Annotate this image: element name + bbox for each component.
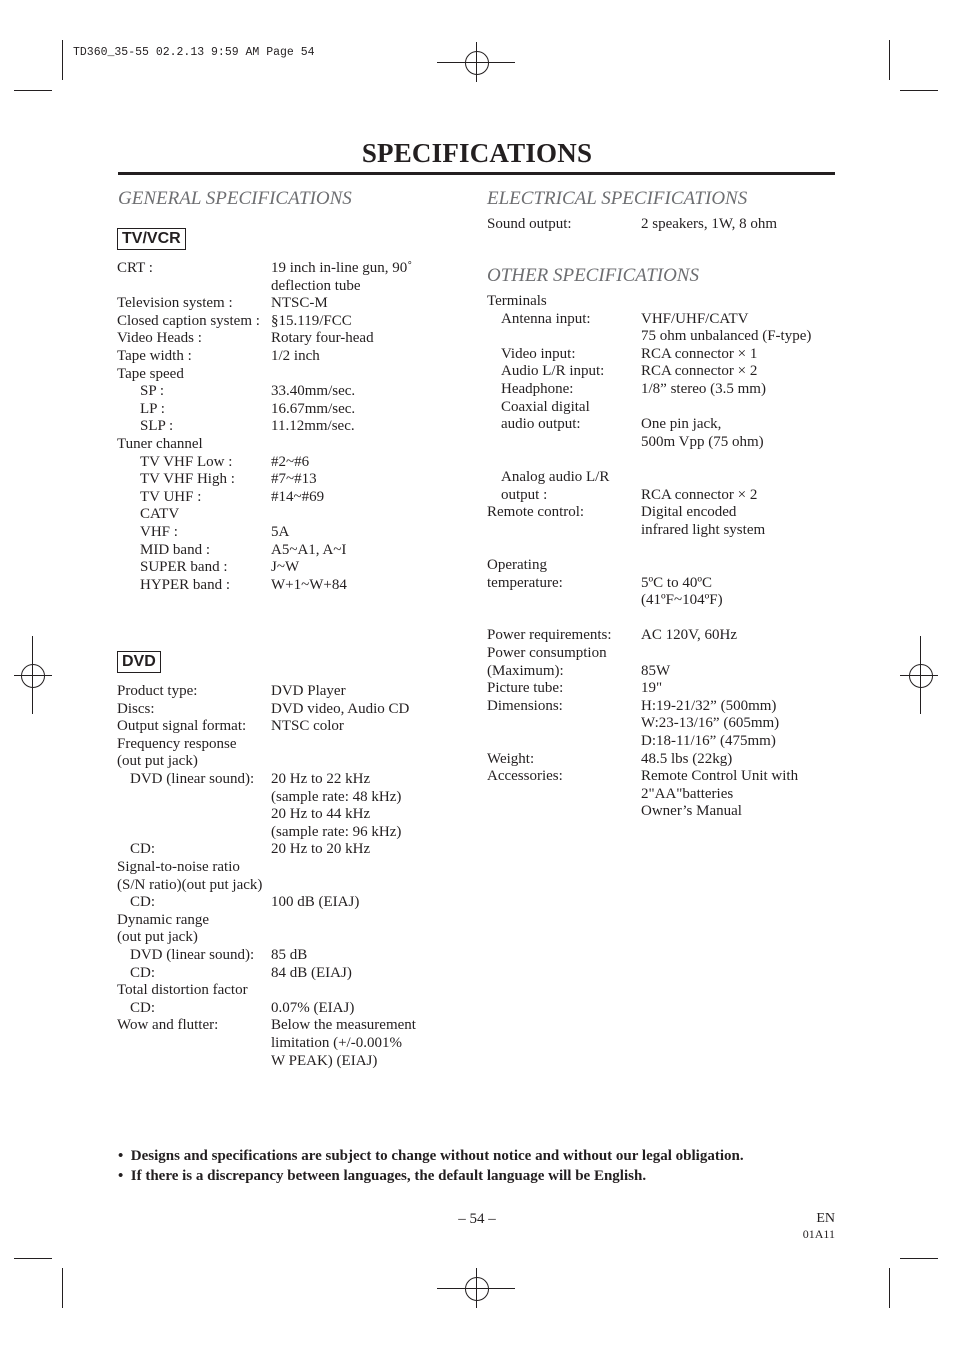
registration-mark [14, 675, 52, 676]
spec-value: 19 inch in-line gun, 90˚ [271, 260, 413, 276]
spec-value: NTSC color [271, 718, 344, 735]
note-item: • Designs and specifications are subject to change without notice and without our legal obligation. [118, 1148, 744, 1164]
spec-value: H:19-21/32” (500mm) [641, 697, 777, 714]
spec-value: #7~#13 [271, 471, 317, 488]
spec-label: CD: [130, 841, 156, 858]
spec-label: Operating [487, 557, 547, 573]
spec-value: NTSC-M [271, 295, 328, 312]
spec-value: infrared light system [641, 521, 766, 538]
spec-value: 20 Hz to 44 kHz [271, 806, 371, 823]
spec-label: Frequency response [117, 735, 237, 752]
spec-value: 20 Hz to 22 kHz [271, 771, 371, 787]
spec-label: CD: [130, 964, 156, 981]
crop-mark [14, 1258, 52, 1259]
spec-label: Closed caption system : [117, 312, 260, 329]
spec-label: Video input: [501, 345, 576, 362]
spec-value: DVD Player [271, 683, 346, 699]
other-specs-heading: OTHER SPECIFICATIONS [487, 265, 699, 286]
spec-value: deflection tube [271, 277, 361, 294]
spec-label: temperature: [487, 574, 563, 591]
spec-label: Output signal format: [117, 718, 247, 735]
spec-label: DVD (linear sound): [130, 947, 255, 963]
spec-label: Weight: [487, 750, 535, 767]
registration-mark [900, 675, 938, 676]
spec-value: (sample rate: 96 kHz) [271, 823, 402, 840]
electrical-specs-heading: ELECTRICAL SPECIFICATIONS [487, 188, 748, 209]
registration-mark [920, 636, 921, 714]
spec-label: TV VHF High : [140, 471, 235, 488]
page-number: – 54 – [458, 1211, 496, 1227]
spec-value: J~W [271, 559, 300, 576]
spec-value: One pin jack, [641, 416, 722, 433]
language-code: EN [816, 1211, 835, 1226]
spec-value: 2 speakers, 1W, 8 ohm [641, 216, 778, 232]
spec-value: D:18-11/16” (475mm) [641, 733, 776, 749]
spec-label: Terminals [487, 293, 547, 309]
document-code: 01A11 [802, 1227, 835, 1241]
crop-mark [889, 40, 890, 80]
tvvcr-tag: TV/VCR [117, 228, 186, 250]
crop-mark [900, 90, 938, 91]
spec-label: Signal-to-noise ratio [117, 859, 240, 875]
spec-label: Analog audio L/R [501, 469, 610, 485]
spec-label: Accessories: [487, 768, 563, 785]
spec-label: (S/N ratio)(out put jack) [117, 876, 263, 893]
registration-mark [476, 1268, 477, 1308]
spec-value: RCA connector × 2 [641, 363, 758, 380]
spec-label: Product type: [117, 683, 198, 699]
crop-mark [900, 1258, 938, 1259]
spec-label: (out put jack) [117, 929, 198, 946]
spec-label: Tuner channel [117, 436, 203, 452]
spec-label: LP : [140, 400, 165, 417]
spec-label: Power requirements: [487, 627, 612, 644]
spec-value: A5~A1, A~I [271, 541, 347, 558]
spec-value: 1/8” stereo (3.5 mm) [641, 381, 766, 397]
spec-value: 11.12mm/sec. [271, 418, 355, 435]
registration-mark [465, 1277, 489, 1301]
crop-mark [62, 40, 63, 80]
spec-value: RCA connector × 1 [641, 345, 758, 362]
spec-value: 0.07% (EIAJ) [271, 999, 355, 1016]
spec-value: 100 dB (EIAJ) [271, 894, 360, 911]
spec-label: CD: [130, 999, 156, 1016]
spec-label: Headphone: [501, 381, 574, 397]
spec-label: Tape speed [117, 365, 184, 382]
spec-label: Audio L/R input: [501, 363, 605, 380]
spec-value: limitation (+/-0.001% [271, 1035, 402, 1051]
spec-value: #14~#69 [271, 488, 325, 505]
crop-mark [889, 1268, 890, 1308]
spec-label: Antenna input: [501, 310, 591, 327]
spec-value: 5A [271, 524, 290, 540]
spec-value: Rotary four-head [271, 330, 374, 347]
spec-label: DVD (linear sound): [130, 771, 255, 787]
spec-value: RCA connector × 2 [641, 486, 758, 503]
spec-value: DVD video, Audio CD [271, 700, 410, 717]
spec-value: (sample rate: 48 kHz) [271, 788, 402, 805]
spec-value: 85W [641, 662, 671, 679]
spec-label: (Maximum): [487, 662, 564, 679]
spec-label: Tape width : [117, 348, 192, 364]
spec-label: Remote control: [487, 504, 585, 521]
note-item: • If there is a discrepancy between languages, the default language will be English. [118, 1168, 647, 1184]
spec-label: SUPER band : [140, 559, 228, 576]
crop-mark [62, 1268, 63, 1308]
spec-label: Total distortion factor [117, 982, 248, 999]
spec-value: Digital encoded [641, 504, 737, 521]
spec-label: CRT : [117, 260, 153, 276]
spec-value: W+1~W+84 [271, 576, 347, 593]
title-rule [118, 172, 835, 175]
spec-value: 75 ohm unbalanced (F-type) [641, 328, 812, 345]
spec-label: audio output: [501, 416, 581, 433]
registration-mark [476, 42, 477, 82]
spec-label: CATV [140, 506, 180, 523]
spec-label: Wow and flutter: [117, 1017, 219, 1034]
spec-value: 500m Vpp (75 ohm) [641, 433, 764, 450]
spec-value: Below the measurement [271, 1017, 416, 1034]
spec-label: CD: [130, 894, 156, 911]
spec-value: #2~#6 [271, 453, 310, 470]
dvd-tag: DVD [117, 651, 161, 673]
spec-value: Remote Control Unit with [641, 768, 799, 785]
general-specs-heading: GENERAL SPECIFICATIONS [118, 188, 352, 209]
spec-label: MID band : [140, 541, 210, 558]
spec-value: 20 Hz to 20 kHz [271, 841, 371, 858]
spec-value: §15.119/FCC [271, 312, 352, 329]
spec-value: 19" [641, 680, 663, 697]
spec-value: 48.5 lbs (22kg) [641, 750, 733, 767]
spec-value: VHF/UHF/CATV [641, 310, 749, 327]
spec-label: SP : [140, 383, 165, 400]
page-title: SPECIFICATIONS [361, 138, 593, 168]
registration-mark [909, 664, 933, 688]
spec-label: HYPER band : [140, 576, 230, 593]
note-text: If there is a discrepancy between languages, the default language will be English. [130, 1168, 647, 1184]
spec-label: Video Heads : [117, 330, 202, 347]
registration-mark [465, 51, 489, 75]
spec-label: (out put jack) [117, 753, 198, 770]
spec-label: TV UHF : [140, 488, 202, 505]
registration-mark [21, 664, 45, 688]
spec-value: 1/2 inch [271, 348, 320, 364]
spec-label: VHF : [140, 524, 178, 540]
spec-value: 16.67mm/sec. [271, 400, 356, 417]
spec-value: W PEAK) (EIAJ) [271, 1052, 378, 1069]
spec-label: Power consumption [487, 645, 607, 661]
spec-value: 2"AA"batteries [641, 785, 734, 802]
spec-value: AC 120V, 60Hz [641, 627, 737, 644]
spec-label: TV VHF Low : [140, 453, 233, 470]
spec-value: Owner’s Manual [641, 803, 742, 820]
note-text: Designs and specifications are subject to change without notice and without our legal obligation. [130, 1148, 744, 1164]
spec-label: Sound output: [487, 216, 572, 232]
spec-value: 33.40mm/sec. [271, 383, 356, 400]
spec-label: SLP : [140, 418, 174, 435]
spec-value: 5ºC to 40ºC [641, 574, 712, 591]
spec-label: Dimensions: [487, 697, 563, 714]
spec-label: Picture tube: [487, 680, 564, 697]
spec-label: output : [501, 486, 548, 503]
spec-label: Television system : [117, 295, 233, 312]
registration-mark [32, 636, 33, 714]
spec-label: Coaxial digital [501, 398, 590, 415]
crop-mark [14, 90, 52, 91]
spec-value: 84 dB (EIAJ) [271, 964, 352, 981]
spec-label: Dynamic range [117, 911, 210, 928]
spec-value: 85 dB [271, 947, 308, 963]
spec-value: W:23-13/16” (605mm) [641, 715, 780, 732]
spec-value: (41ºF~104ºF) [641, 592, 723, 609]
file-info-header: TD360_35-55 02.2.13 9:59 AM Page 54 [73, 46, 315, 59]
spec-label: Discs: [117, 700, 155, 717]
